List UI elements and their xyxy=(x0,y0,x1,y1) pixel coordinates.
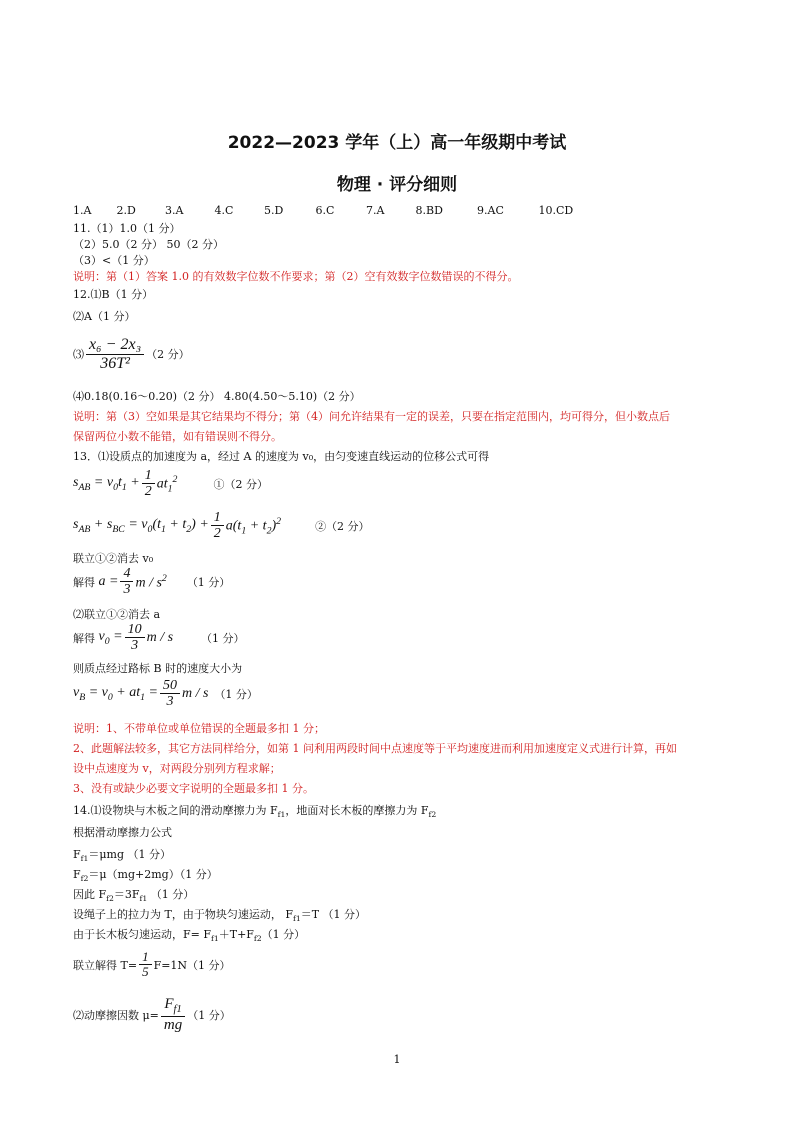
answer-item: 7.A xyxy=(366,204,385,217)
q13-solve-label-2: 解得 xyxy=(73,632,95,646)
q14-l9-prefix: ⑵动摩擦因数 μ= xyxy=(73,1008,159,1022)
q13-result-a-score: （1 分） xyxy=(186,576,231,590)
q13-line-2: 联立①②消去 v₀ xyxy=(73,552,154,565)
answer-item: 9.AC xyxy=(477,204,504,217)
q13-line-1: 13．⑴设质点的加速度为 a，经过 A 的速度为 v₀，由匀变速直线运动的位移公式可得 xyxy=(73,450,490,463)
q14-l9-suffix: （1 分） xyxy=(187,1008,231,1022)
exam-subtitle: 物理 · 评分细则 xyxy=(336,175,458,195)
q14-line-6: 设绳子上的拉力为 T，由于物块匀速运动， $F_{f1}=T$ （1 分） xyxy=(73,908,367,924)
q14-line-9: ⑵动摩擦因数 μ= $\frac{F_{f1}}{mg}$ （1 分） xyxy=(73,996,231,1033)
q12-denominator: 36T² xyxy=(100,354,130,372)
q14-line-5: 因此 $F_{f2}=3F_{f1}$ （1 分） xyxy=(73,888,195,904)
q13-line-4: ⑵联立①②消去 a xyxy=(73,608,161,621)
q13-note-3: 设中点速度为 v，对两段分别列方程求解； xyxy=(73,762,281,775)
q12-formula-row xyxy=(73,336,190,373)
answer-item: 6.C xyxy=(315,204,335,217)
answer-item: 8.BD xyxy=(415,204,443,217)
q14-line-2: 根据滑动摩擦力公式 xyxy=(73,826,172,839)
q11-line-1: 11.（1）1.0（1 分） xyxy=(73,222,181,235)
q13-note-1: 说明：1、不带单位或单位错误的全题最多扣 1 分； xyxy=(73,722,325,735)
q12-part-3-label: ⑶ xyxy=(73,348,84,362)
answer-item: 4.C xyxy=(214,204,234,217)
q13-eq2-score: ②（2 分） xyxy=(315,520,370,534)
q11-line-2: （2）5.0（2 分） 50（2 分） xyxy=(73,238,224,251)
q13-line-6: 则质点经过路标 B 时的速度大小为 xyxy=(73,662,243,675)
page-number: 1 xyxy=(393,1053,401,1066)
q14-line-4: $F_{f2}=\mu(mg+2mg)(1$ 分） xyxy=(73,868,218,884)
exam-title: 2022—2023 学年（上）高一年级期中考试 xyxy=(227,133,567,153)
q12-line-1: 12.⑴B（1 分） xyxy=(73,288,154,301)
q13-note-4: 3、没有或缺少必要文字说明的全题最多扣 1 分。 xyxy=(73,782,314,795)
q14-line-7: 由于长木板匀速运动，$F= F_{f1}+T+F_{f2}(1$ 分） xyxy=(73,928,306,944)
q13-eq1-score: ①（2 分） xyxy=(213,478,268,492)
q14-line-3: $F_{f1}=\mu mg$ （1 分） xyxy=(73,848,172,864)
q12-note-1: 说明：第（3）空如果是其它结果均不得分；第（4）问允许结果有一定的误差，只要在指定范围内，均可得分，但小数点后 xyxy=(73,410,670,423)
q12-note-2: 保留两位小数不能错，如有错误则不得分。 xyxy=(73,430,282,443)
q13-result-v0-score: （1 分） xyxy=(201,632,245,646)
q13-solve-label: 解得 xyxy=(73,576,95,590)
q14-line-1: 14.⑴设物块与木板之间的滑动摩擦力为 $F_{f1}$，地面对长木板的摩擦力为 $F_{f2}$ xyxy=(73,804,437,820)
answer-item: 1.A xyxy=(73,204,92,217)
q12-score: （2 分） xyxy=(146,348,190,362)
q13-note-2: 2、此题解法较多，其它方法同样给分，如第 1 问利用两段时间中点速度等于平均速度进而利用加速度定义式进行计算，再如 xyxy=(73,742,677,755)
q13-result-vb-score: （1 分） xyxy=(214,688,258,702)
answer-item: 10.CD xyxy=(538,204,574,217)
q14-l8-suffix: F=1N（1 分） xyxy=(153,959,231,973)
q12-fraction xyxy=(86,336,144,373)
q13-equation-2: $s_{AB} + s_{BC} = v_0(t_1 + t_2)$ + $\frac{1}{2}$ $a(t_1 + t_2)^2$ ②（2 分） xyxy=(73,510,370,542)
answer-item: 5.D xyxy=(264,204,284,217)
answer-item: 2.D xyxy=(116,204,136,217)
q12-line-2: ⑵A（1 分） xyxy=(73,310,136,323)
answer-item: 3.A xyxy=(165,204,184,217)
q13-result-v0: 解得 $v_0$ = $\frac{10}{3}$ m / s （1 分） xyxy=(73,622,245,654)
q13-result-vb: $v_B = v_0 + at_1$ = $\frac{50}{3}$ m / s （1 分） xyxy=(73,678,258,710)
q14-l8-prefix: 联立解得 T= xyxy=(73,959,138,973)
choice-answers xyxy=(73,204,573,217)
q12-line-4: ⑷0.18(0.16～0.20)（2 分） 4.80(4.50～5.10)（2 分） xyxy=(73,390,361,403)
q13-result-a: 解得 a = $\frac{4}{3}$ m / $s^2$ （1 分） xyxy=(73,566,231,598)
q12-numerator: x₆ − 2x₃ xyxy=(86,336,144,355)
q11-line-3: （3）<（1 分） xyxy=(73,254,155,267)
q11-note: 说明：第（1）答案 1.0 的有效数字位数不作要求；第（2）空有效数字位数错误的不得分。 xyxy=(73,270,519,283)
q13-equation-1: $s_{AB} = v_0t_1$ + $\frac{1}{2}$ $at_1^2$ ①（2 分） xyxy=(73,468,268,500)
q14-line-8: 联立解得 T= $\frac{1}{5}$ F=1N（1 分） xyxy=(73,949,231,980)
